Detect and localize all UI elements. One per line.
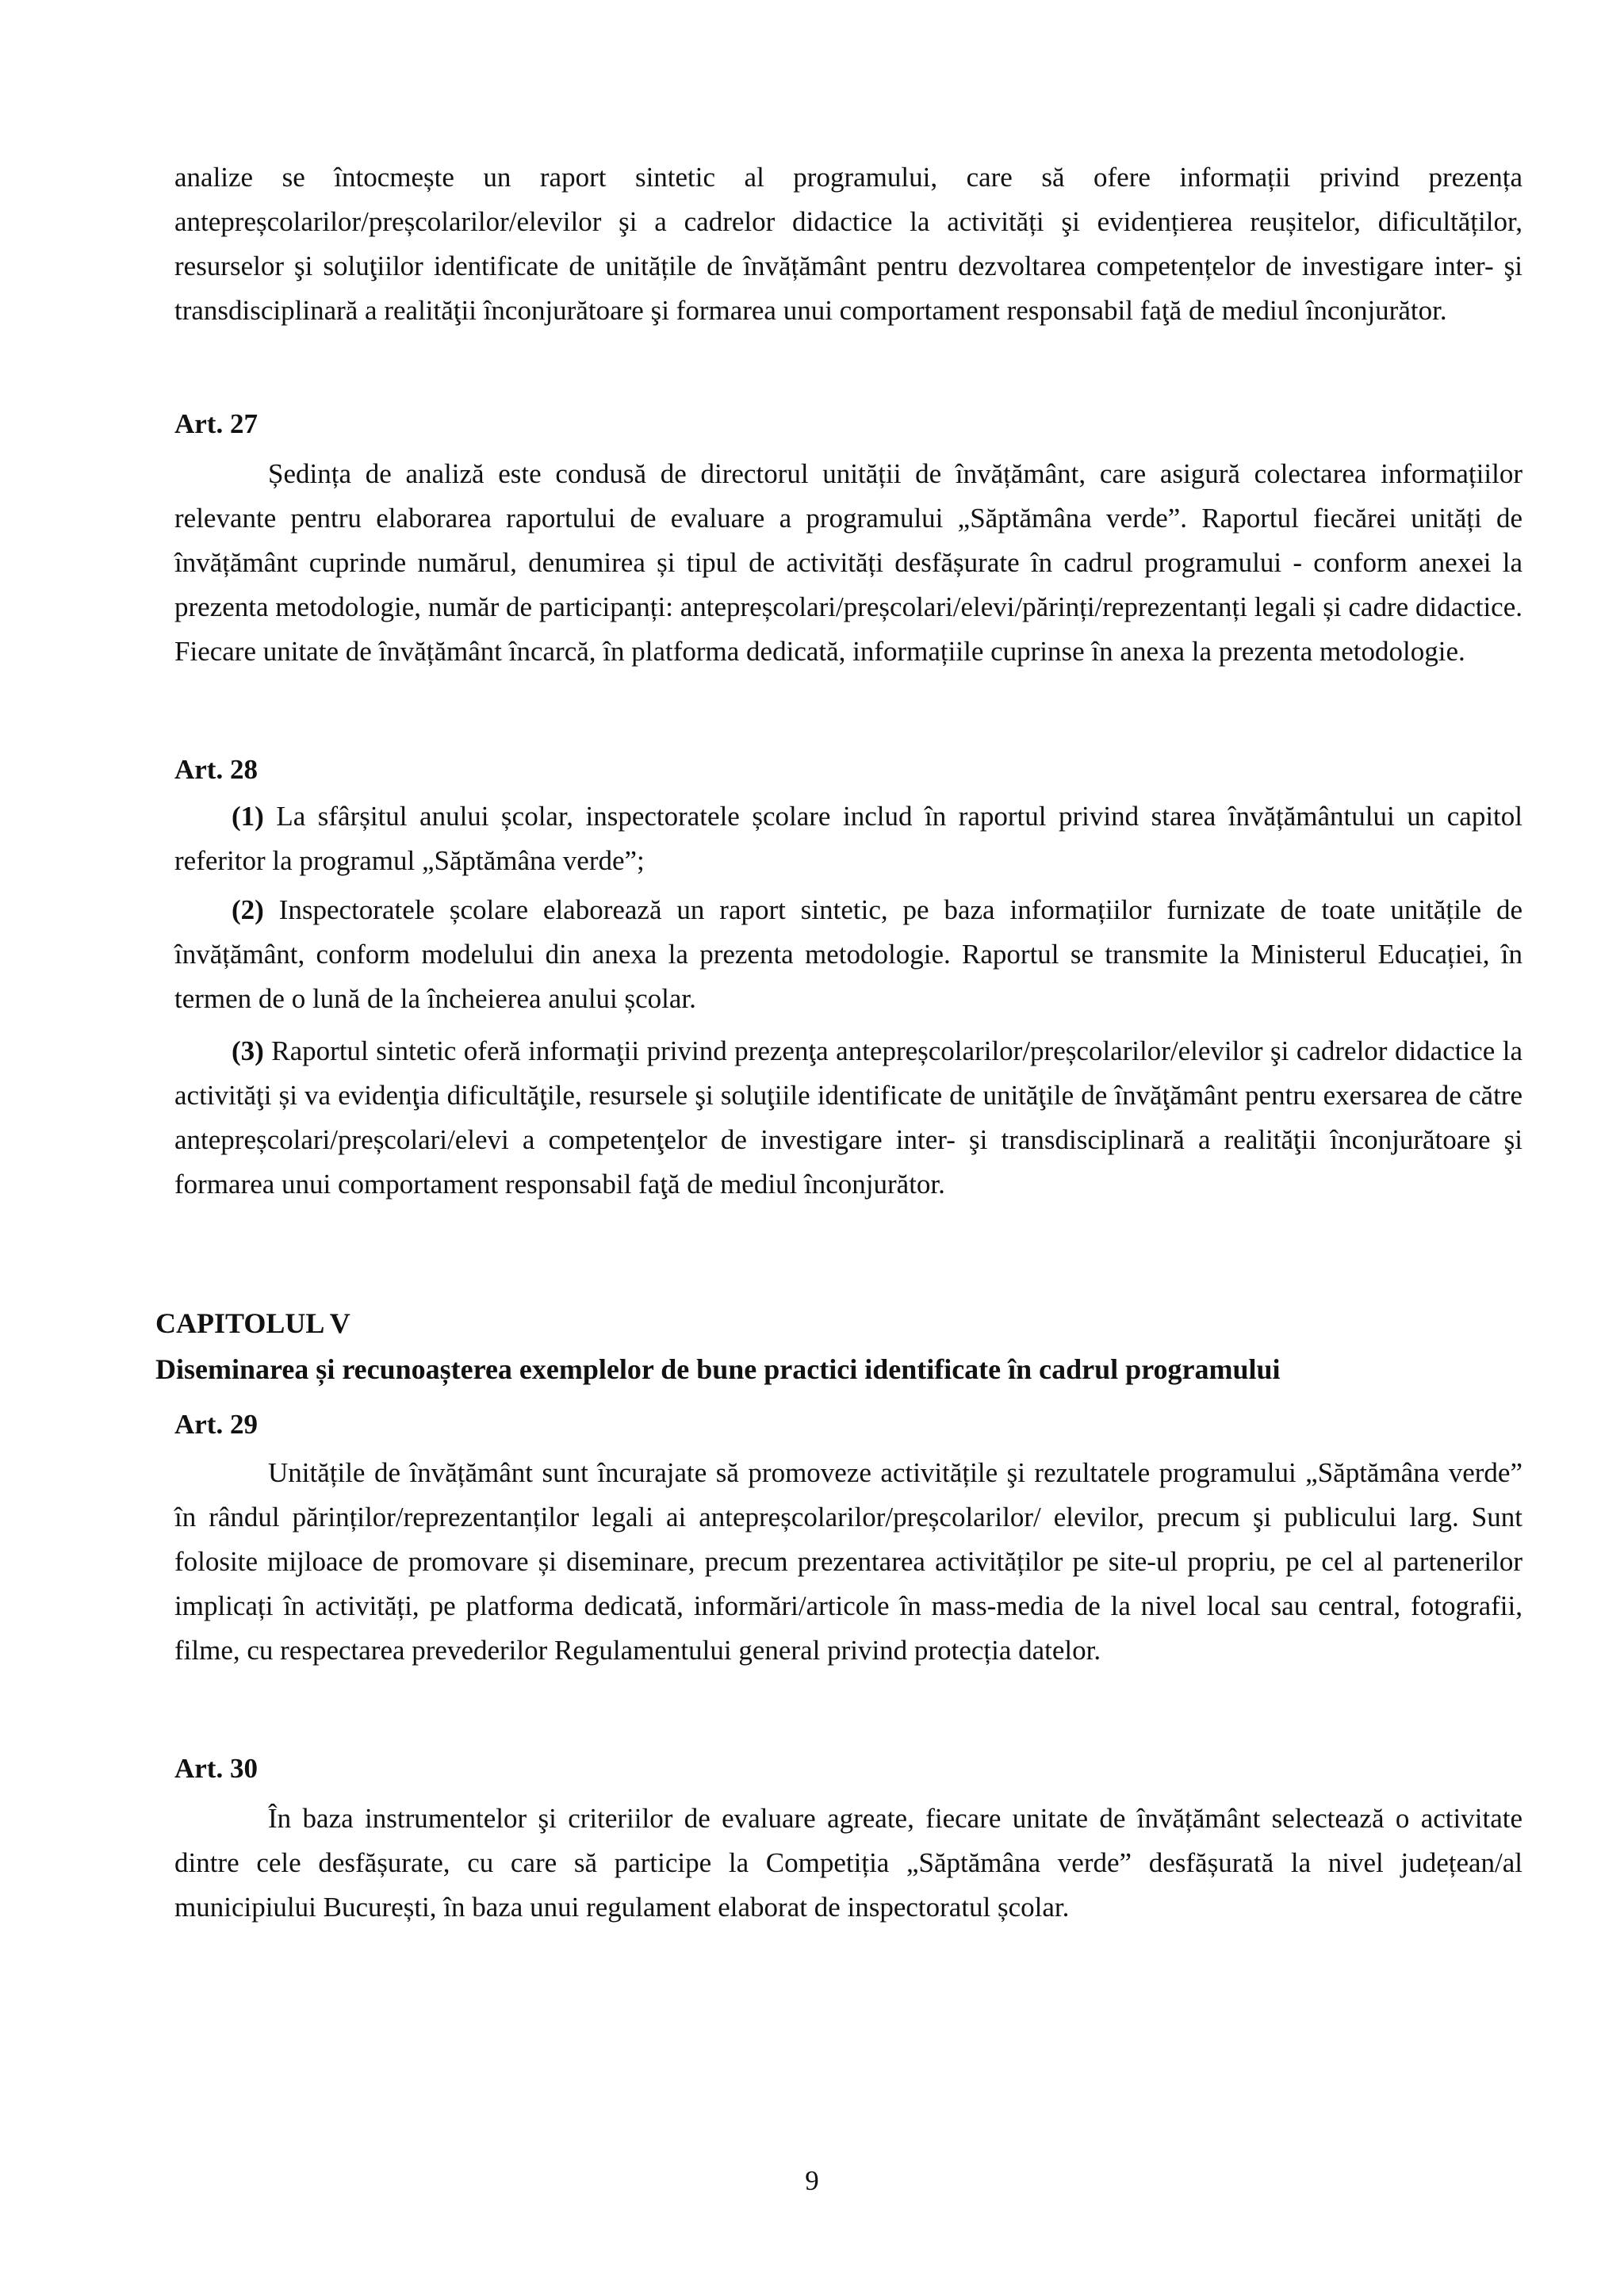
art-30-title: Art. 30 <box>174 1753 258 1784</box>
art-28-paragraph-2 <box>174 888 1522 1021</box>
page-number: 9 <box>805 2165 819 2196</box>
art-28-p2-text: Inspectoratele școlare elaborează un raport sintetic, pe baza informațiilor furnizate de toate unitățile de învățământ, conform modelului din anexa la prezenta metodologie. Raportul se transmite la Ministerul Educației, în termen de o lună de la încheierea anului școlar. <box>174 894 1522 1014</box>
art-28-p3-text: Raportul sintetic oferă informaţii privind prezenţa antepreșcolarilor/preșcolarilor/elevilor şi cadrelor didactice la activităţi și va evidenţia dificultăţile, resursele şi soluţiile identificate de unităţile de învăţământ pentru exersarea de către antepreșcolari/preșcolari/elevi a competenţelor de investigare inter- şi transdisciplinară a realităţii înconjurătoare şi formarea unui comportament responsabil faţă de mediul înconjurător. <box>174 1035 1522 1200</box>
art-28-title: Art. 28 <box>174 754 258 785</box>
art-30-paragraph: În baza instrumentelor şi criteriilor de evaluare agreate, fiecare unitate de învățământ selectează o activitate dintre cele desfășurate, cu care să participe la Competiția „Săptămâna verde” desfășurată la nivel județean/al municipiului București, în baza unui regulament elaborat de inspectoratul școlar. <box>174 1803 1522 1923</box>
art-28-p1-text: La sfârșitul anului școlar, inspectoratele școlare includ în raportul privind starea învățământului un capitol referitor la programul „Săptămâna verde”; <box>174 801 1522 876</box>
art-29-title: Art. 29 <box>174 1409 258 1440</box>
art-28-p1-number: (1) <box>232 801 264 832</box>
art-29-paragraph: Unitățile de învățământ sunt încurajate să promoveze activitățile şi rezultatele programului „Săptămâna verde” în rândul părinților/reprezentanților legali ai antepreșcolarilor/preșcolarilor/ elevilor, precum şi publicului larg. Sunt folosite mijloace de promovare și diseminare, precum prezentarea activităților pe site-ul propriu, pe cel al partenerilor implicați în activități, pe platforma dedicată, informări/articole în mass-media de la nivel local sau central, fotografii, filme, cu respectarea prevederilor Regulamentului general privind protecția datelor. <box>174 1457 1522 1666</box>
art-28-p3-number: (3) <box>232 1035 264 1066</box>
art-28-p2-number: (2) <box>232 894 264 925</box>
intro-paragraph: analize se întocmește un raport sintetic al programului, care să ofere informații privind prezența antepreșcolarilor/preșcolarilor/elevilor şi a cadrelor didactice la activități şi evidențierea reușitelor, dificultăților, resurselor şi soluţiilor identificate de unitățile de învățământ pentru dezvoltarea competențelor de investigare inter- şi transdisciplinară a realităţii înconjurătoare şi formarea unui comportament responsabil faţă de mediul înconjurător. <box>174 162 1522 326</box>
art-27-paragraph: Ședința de analiză este condusă de directorul unității de învățământ, care asigură colectarea informațiilor relevante pentru elaborarea raportului de evaluare a programului „Săptămâna verde”. Raportul fiecărei unități de învățământ cuprinde numărul, denumirea și tipul de activități desfășurate în cadrul programului - conform anexei la prezenta metodologie, număr de participanți: antepreșcolari/preșcolari/elevi/părinți/reprezentanți legali și cadre didactice. Fiecare unitate de învățământ încarcă, în platforma dedicată, informațiile cuprinse în anexa la prezenta metodologie. <box>174 458 1522 667</box>
art-28-paragraph-1 <box>174 794 1522 883</box>
art-28-paragraph-3 <box>174 1029 1522 1207</box>
art-27-title: Art. 27 <box>174 408 258 439</box>
chapter-heading: CAPITOLUL V <box>155 1307 350 1339</box>
chapter-subtitle: Diseminarea și recunoașterea exemplelor de bune practici identificate în cadrul programului <box>155 1353 1281 1385</box>
